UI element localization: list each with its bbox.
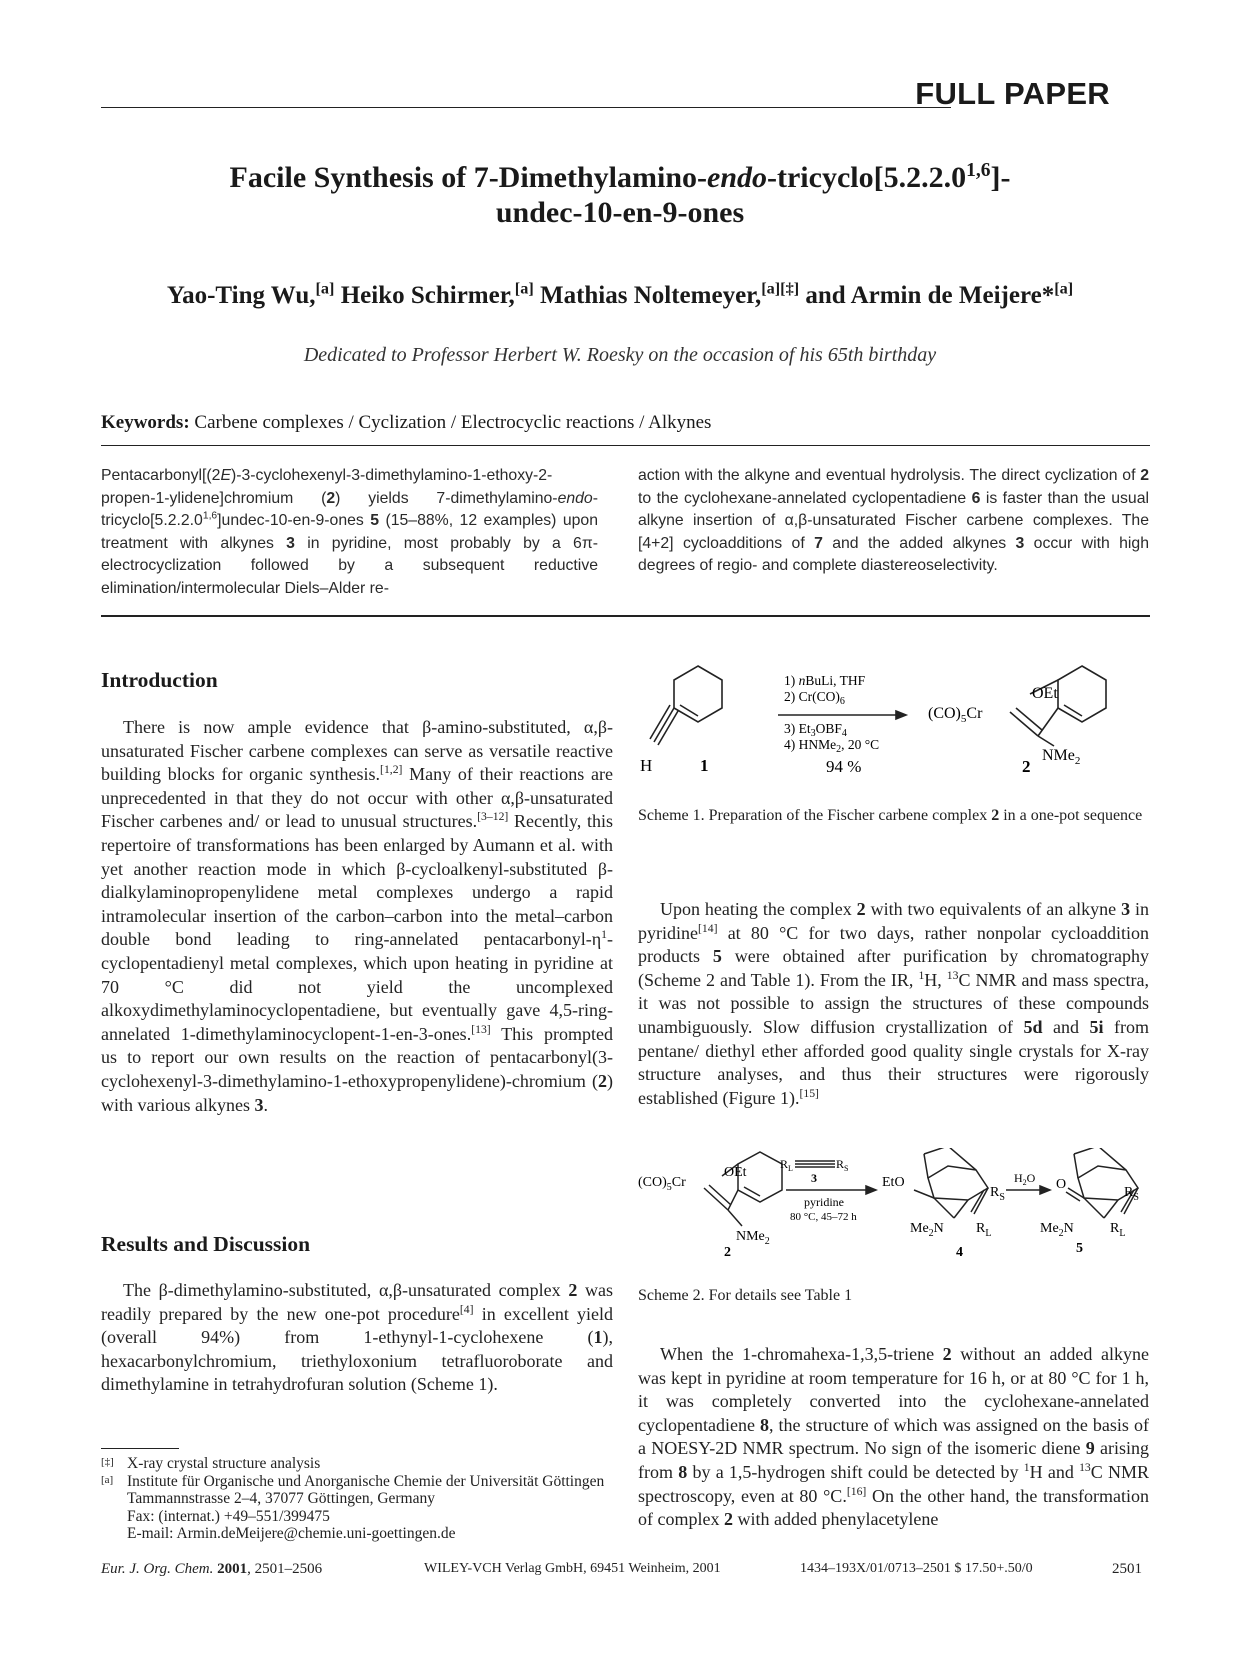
- compound-label-1: 1: [700, 756, 709, 775]
- intro-paragraph: There is now ample evidence that β-amino-substituted, α,β-unsaturated Fischer carbene complexes can serve as versatile reactive building blocks for organic synthesis.[1,2] Many of their reactions are unprecedented in that they do not occur with other α,β-unsaturated Fischer carbenes and/ or lead to unusual structures.[3–12] Recently, this repertoire of transformations has been enlarged by Aumann et al. with yet another reaction mode in which β-cycloalkenyl-substituted β-dialkylaminopropenylidene metal complexes undergo a rapid intramolecular insertion of the carbon–carbon into the metal–carbon double bond leading to ring-annelated pentacarbonyl-$\eta^1$-cyclopentadienyl metal complexes, which upon heating in pyridine at 70 °C did not yield the uncomplexed alkoxydimethylaminocyclopentadiene, but eventually gave 4,5-ring-annelated 1-dimethylaminocyclopent-1-en-3-ones.[13] This prompted us to report our own results on the reaction of pentacarbonyl(3-cyclohexenyl-3-dimethylamino-1-ethoxypropenylidene)-chromium (2) with various alkynes 3.: [101, 717, 613, 1115]
- footnote-mark: [‡]: [101, 1456, 114, 1468]
- footnote-rule: [101, 1448, 179, 1449]
- footnote-text: X-ray crystal structure analysis: [127, 1455, 321, 1472]
- compound-label-4: 4: [956, 1245, 963, 1260]
- oet-label: OEt: [724, 1165, 747, 1180]
- keywords-text: Carbene complexes / Cyclization / Electrocyclic reactions / Alkynes: [194, 412, 712, 433]
- fax: Fax: (internat.) +49–551/399475: [127, 1507, 330, 1525]
- header-rule: [101, 107, 951, 108]
- page-number: 2501: [1112, 1561, 1142, 1577]
- conditions-label: 80 °C, 45–72 h: [790, 1211, 857, 1223]
- eto-label: EtO: [882, 1175, 905, 1190]
- paper-title: Facile Synthesis of 7-Dimethylamino-endo-tricyclo[5.2.2.0$^{1,6}$]- undec-10-en-9-ones: [100, 160, 1140, 230]
- journal-name: Eur. J. Org. Chem.: [101, 1561, 214, 1577]
- abstract-right: action with the alkyne and eventual hydrolysis. The direct cyclization of 2 to the cyclohexane-annelated cyclopentadiene 6 is faster than the usual alkyne insertion of α,β-unsaturated Fischer carbene complexes. The [4+2] cycloadditions of 7 and the added alkynes 3 occur with high degrees of regio- and complete diastereoselectivity.: [638, 467, 1149, 575]
- footnotes: [101, 1455, 613, 1543]
- rl-label: $R_L$: [976, 1221, 992, 1239]
- compound-label-2: 2: [1022, 757, 1031, 776]
- me2n-label: $Me_2N$: [910, 1221, 944, 1239]
- results-paragraph: The β-dimethylamino-substituted, α,β-unsaturated complex 2 was readily prepared by the new one-pot procedure[4] in excellent yield (overall 94%) from 1-ethynyl-1-cyclohexene (1), hexacarbonylchromium, triethyloxonium tetrafluoroborate and dimethylamine in tetrahydrofuran solution (Scheme 1).: [101, 1280, 613, 1395]
- compound-label-5: 5: [1076, 1241, 1083, 1256]
- keywords: [101, 412, 711, 434]
- keywords-rule: [101, 445, 1150, 446]
- abstract-rule: [101, 615, 1150, 617]
- pyridine-label: pyridine: [804, 1195, 844, 1209]
- reagent-3: 3: [811, 1171, 817, 1185]
- label-h: H: [640, 756, 653, 775]
- me2n-label: $Me_2N$: [1040, 1221, 1074, 1239]
- footer-citation: Eur. J. Org. Chem. 2001, 2501–2506: [101, 1561, 323, 1577]
- section-label: FULL PAPER: [915, 76, 1110, 111]
- intro-heading: Introduction: [101, 668, 218, 692]
- paper-title-line2: undec-10-en-9-ones: [495, 196, 745, 229]
- step-3: 3) $Et_3OBF_4$: [784, 721, 847, 739]
- step-2: 2) $Cr(CO)_6$: [784, 689, 845, 707]
- affiliation: Institute für Organische und Anorganische Chemie der Universität Göttingen: [127, 1472, 605, 1490]
- footer-publisher: WILEY-VCH Verlag GmbH, 69451 Weinheim, 2001: [424, 1561, 721, 1576]
- rs-label: $R_S$: [1124, 1185, 1139, 1203]
- results-heading: Results and Discussion: [101, 1232, 311, 1256]
- step-4: 4) HNMe$_2$, 20 °C: [784, 737, 880, 755]
- h2o-label: $H_2O$: [1014, 1171, 1036, 1187]
- rl-label: $R_L$: [780, 1157, 793, 1173]
- nme2-label: NMe$_2$: [1042, 747, 1081, 767]
- rl-label: $R_L$: [1110, 1221, 1126, 1239]
- scheme-2-caption: Scheme 2. For details see Table 1: [638, 1287, 853, 1304]
- scheme-2-figure: [638, 1148, 1150, 1263]
- email: E-mail: Armin.deMeijere@chemie.uni-goettingen.de: [127, 1525, 456, 1542]
- footnote-mark: [a]: [101, 1473, 114, 1486]
- co5cr-label: $(CO)_5Cr$: [638, 1175, 686, 1193]
- compound-label-2: 2: [724, 1245, 731, 1260]
- yield: 94 %: [826, 757, 862, 776]
- scheme-1-caption: Scheme 1. Preparation of the Fischer carbene complex 2 in a one-pot sequence: [638, 807, 1143, 824]
- rs-label: $R_S$: [990, 1185, 1005, 1203]
- nme2-label: NMe$_2$: [736, 1229, 770, 1247]
- step-1: 1) nBuLi, THF: [784, 673, 866, 688]
- o-label: O: [1056, 1177, 1067, 1192]
- abstract-left: Pentacarbonyl[(2E)-3-cyclohexenyl-3-dimethylamino-1-ethoxy-2-propen-1-ylidene]chromium (2) yields 7-dimethylamino-endo-tricyclo[5.2.2.0$^{1,6}$]undec-10-en-9-ones 5 (15–88%, 12 examples) upon treatment with alkynes 3 in pyridine, most probably by a 6π-electrocyclization followed by a subsequent reductive elimination/intermolecular Diels–Alder re-: [101, 467, 598, 597]
- keywords-label: Keywords:: [101, 412, 190, 433]
- right-paragraph-2: When the 1-chromahexa-1,3,5-triene 2 without an added alkyne was kept in pyridine at room temperature for 16 h, or at 80 °C for 1 h, it was completely converted into the cyclohexane-annelated cyclopentadiene 8, the structure of which was assigned on the basis of a NOESY-2D NMR spectrum. No sign of the isomeric diene 9 arising from 8 by a 1,5-hydrogen shift could be detected by $^1$H and $^{13}$C NMR spectroscopy, even at 80 °C.[16] On the other hand, the transformation of complex 2 with added phenylacetylene: [638, 1344, 1149, 1530]
- oet-label: OEt: [1032, 685, 1058, 702]
- rs-label: $R_S$: [836, 1157, 849, 1173]
- author-list: Yao-Ting Wu,[a] Heiko Schirmer,[a] Mathias Noltemeyer,[a][‡] and Armin de Meijere*[a]: [166, 279, 1074, 309]
- footer-issn: 1434–193X/01/0713–2501 $ 17.50+.50/0: [800, 1561, 1033, 1576]
- address: Tammannstrasse 2–4, 37077 Göttingen, Germany: [127, 1490, 435, 1507]
- co5cr-label: $(CO)_5Cr$: [928, 705, 983, 725]
- dedication: Dedicated to Professor Herbert W. Roesky on the occasion of his 65th birthday: [303, 344, 937, 366]
- right-paragraph-1: Upon heating the complex 2 with two equivalents of an alkyne 3 in pyridine[14] at 80 °C for two days, rather nonpolar cycloaddition products 5 were obtained after purification by chromatography (Scheme 2 and Table 1). From the IR, $^1$H, $^{13}$C NMR and mass spectra, it was not possible to assign the structures of these compounds unambiguously. Slow diffusion crystallization of 5d and 5i from pentane/ diethyl ether afforded good quality single crystals for X-ray structure analyses, and thus their structures were rigorously established (Figure 1).[15]: [638, 899, 1149, 1108]
- scheme-1-figure: [638, 660, 1150, 785]
